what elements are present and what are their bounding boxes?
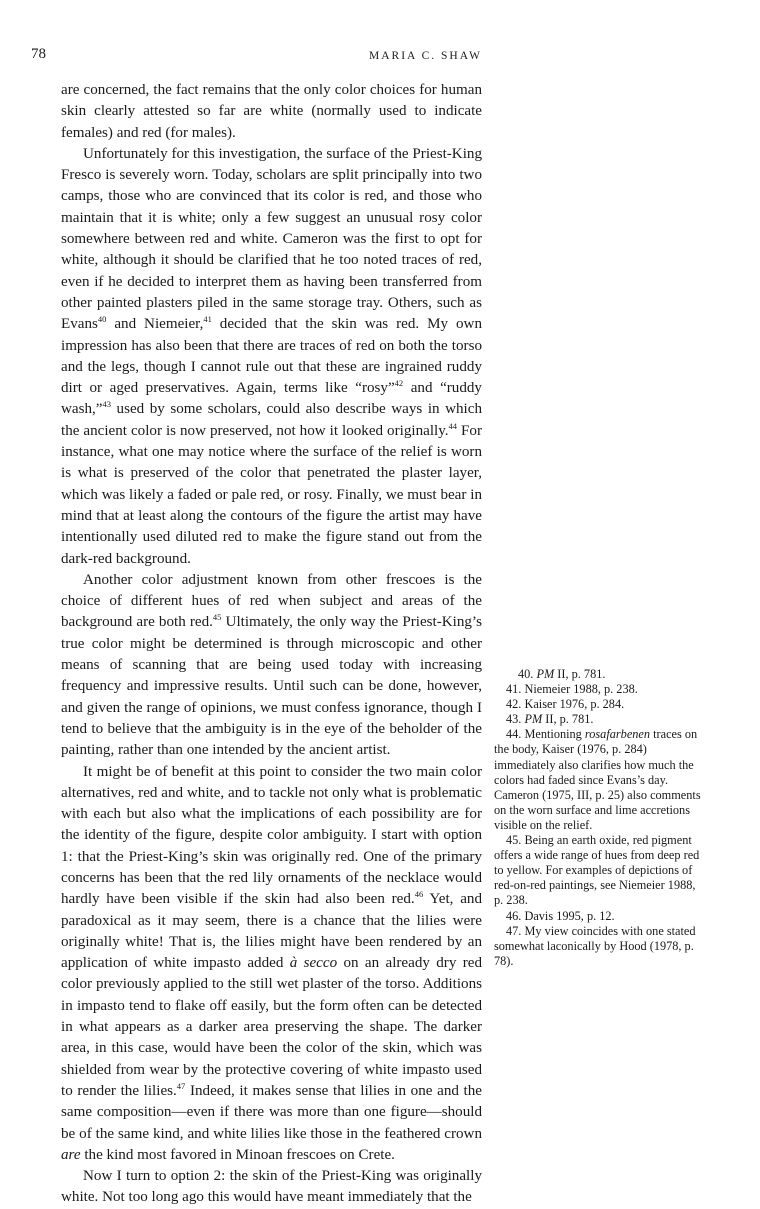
footnote-number: 43. [506, 712, 525, 727]
text-run: It might be of benefit at this point to consider the two main color alternatives, red and white, and to tackle not only what is problematic with each but also what the implications of each possibility are for the identity of the figure, despite color ambiguity. I start with option 1: that the Priest-King’s skin was originally red. One of the primary concerns has been that the red lily ornaments of the necklace would hardly have been visible if the skin had also been red. [61, 763, 482, 908]
text-run: Another color adjustment known from other frescoes is the choice of different hues of red when subject and areas of the background are both red. [61, 571, 482, 631]
footnote-number: 40. [518, 667, 537, 681]
footnote-41: 41. Niemeier 1988, p. 238. [506, 682, 638, 697]
footnote-46: 46. Davis 1995, p. 12. [506, 908, 615, 923]
paragraph [61, 762, 482, 1167]
text-run: the kind most favored in Minoan frescoes on Crete. [80, 1146, 395, 1163]
footnote-ref[interactable]: 40 [97, 314, 107, 325]
paragraph: Now I turn to option 2: the skin of the Priest-King was originally white. Not too long ago this would have meant immediately that the [61, 1168, 482, 1206]
footnote-43 [494, 712, 702, 727]
italic-term: à secco [289, 955, 338, 972]
footnote-ref[interactable]: 44 [448, 420, 458, 431]
footnote-42: 42. Kaiser 1976, p. 284. [506, 697, 625, 712]
text-run: For instance, what one may notice where the surface of the relief is worn is what is preserved of the color that penetrated the plaster layer, which was likely a faded or pale red, or rosy. Finally, we must bear in mind that at least along the contours of the figure the artist may have intentionally used diluted red to make the figure stand out from the dark-red background. [61, 422, 482, 567]
footnote-ref[interactable]: 46 [414, 889, 424, 900]
footnote-text: traces on the body, Kaiser (1976, p. 284) immediately also clarifies how much the colors had faded since Evans’s day. Cameron (1975, III, p. 25) also comments on the worn surface and lime accretions visible on the relief. [494, 727, 701, 832]
running-head: MARIA C. SHAW [369, 50, 482, 62]
paragraph [61, 144, 482, 570]
text-run: on an already dry red color previously applied to the still wet plaster of the torso. Additions in impasto tend to flake off easily, but the form often can be detected in what appears as a darker area preserving the shape. The darker area, in this case, would have been the color of the skin, which was shielded from wear by the protective covering of white impasto used to render the lilies. [61, 955, 483, 1099]
footnote-44 [494, 727, 702, 833]
paragraph: are concerned, the fact remains that the only color choices for human skin clearly attested so far are white (normally used to indicate females) and red (for males). [61, 82, 482, 141]
text-run: Indeed, it makes sense that lilies in one and the same composition—even if there was more than one figure—should be of the same kind, and white lilies like those in the feathered crown [61, 1082, 482, 1142]
footnote-ref[interactable]: 47 [176, 1080, 186, 1091]
text-run: used by some scholars, could also describe ways in which the ancient color is now preserved, not how it looked originally. [61, 401, 482, 439]
text-run: Yet, and paradoxical as it may seem, there is a chance that the lilies were originally white! That is, the lilies might have been rendered by an application of white impasto added [61, 891, 482, 972]
footnote-ref[interactable]: 45 [212, 612, 222, 623]
footnote-ref[interactable]: 42 [394, 378, 404, 389]
footnote-text: II, p. 781. [542, 712, 594, 727]
abbreviation: PM [524, 712, 543, 727]
footnote-ref[interactable]: 41 [203, 314, 212, 325]
text-run: Ultimately, the only way the Priest-King’s true color might be determined is through microscopic and other means of scanning that are being used today with increasing frequency and impressive results. Until such can be done, however, and given the range of opinions, we must confess ignorance, though I tend to believe that the ambiguity is in the eye of the beholder of the painting, rather than one intended by the ancient artist. [61, 614, 482, 759]
body-text [61, 80, 482, 1209]
abbreviation: PM [536, 667, 555, 681]
text-run: decided that the skin was red. My own impression has also been that there are traces of red on both the torso and the legs, though I cannot rule out that these are ingrained ruddy dirt or aged preservatives. Again, terms like “rosy” [61, 316, 482, 397]
footnote-text: 44. Mentioning [506, 727, 585, 742]
footnote-40 [494, 667, 702, 682]
text-run: Unfortunately for this investigation, the surface of the Priest-King Fresco is severely worn. Today, scholars are split principally into two camps, those who are convinced that its color is red, and those who maintain that it is white; only a few suggest an unusual rosy color somewhere between red and white. Cameron was the first to opt for white, although it should be clarified that he too noted traces of red, even if he decided to interpret them as having been transferred from other painted plasters piled in the same storage tray. Others, such as Evans [61, 145, 482, 333]
footnote-text: II, p. 781. [554, 667, 606, 681]
footnotes [494, 667, 702, 969]
italic-term: rosafarbenen [584, 727, 651, 742]
footnote-45: 45. Being an earth oxide, red pigment offers a wide range of hues from deep red to yellow. For examples of depictions of red-on-red paintings, see Niemeier 1988, p. 238. [494, 833, 700, 908]
text-run: and “ruddy wash,” [61, 380, 482, 418]
italic-term: are [61, 1146, 81, 1163]
page-number: 78 [31, 46, 46, 62]
footnote-47: 47. My view coincides with one stated somewhat laconically by Hood (1978, p. 78). [494, 923, 696, 968]
paragraph [61, 570, 482, 762]
footnote-ref[interactable]: 43 [102, 399, 111, 410]
text-run: and Niemeier, [106, 316, 204, 333]
